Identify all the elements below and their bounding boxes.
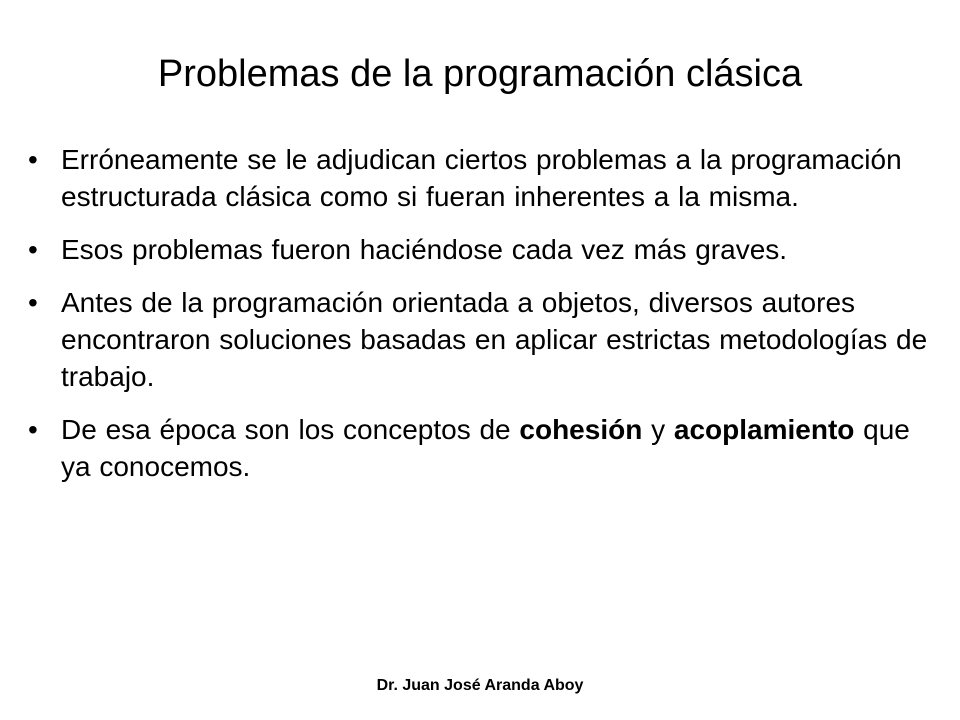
bullet-item — [28, 141, 938, 215]
slide-title: Problemas de la programación clásica — [157, 53, 803, 95]
bullet-icon: • — [28, 414, 38, 445]
bullet-text-after: que ya conocemos. — [61, 414, 910, 482]
bullet-text: Esos problemas fueron haciéndose cada vez más graves. — [61, 234, 788, 265]
bullet-text-before: De esa época son los conceptos de — [61, 414, 520, 445]
bullet-list — [28, 141, 938, 501]
bullet-text: Antes de la programación orientada a objetos, diversos autores encontraron soluciones basadas en aplicar estrictas metodologías de trabajo. — [61, 287, 928, 392]
footer-author: Dr. Juan José Aranda Aboy — [376, 677, 584, 694]
bold-term-cohesion: cohesión — [519, 414, 643, 445]
bullet-icon: • — [28, 287, 38, 318]
bullet-text-middle: y — [642, 414, 674, 445]
bold-term-acoplamiento: acoplamiento — [673, 414, 855, 445]
bullet-item — [28, 231, 938, 268]
bullet-item — [28, 411, 938, 485]
bullet-text: Erróneamente se le adjudican ciertos problemas a la programación estructurada clásica como si fueran inherentes a la misma. — [61, 144, 902, 212]
bullet-icon: • — [28, 144, 38, 175]
bullet-icon: • — [28, 234, 38, 265]
bullet-item — [28, 284, 938, 395]
